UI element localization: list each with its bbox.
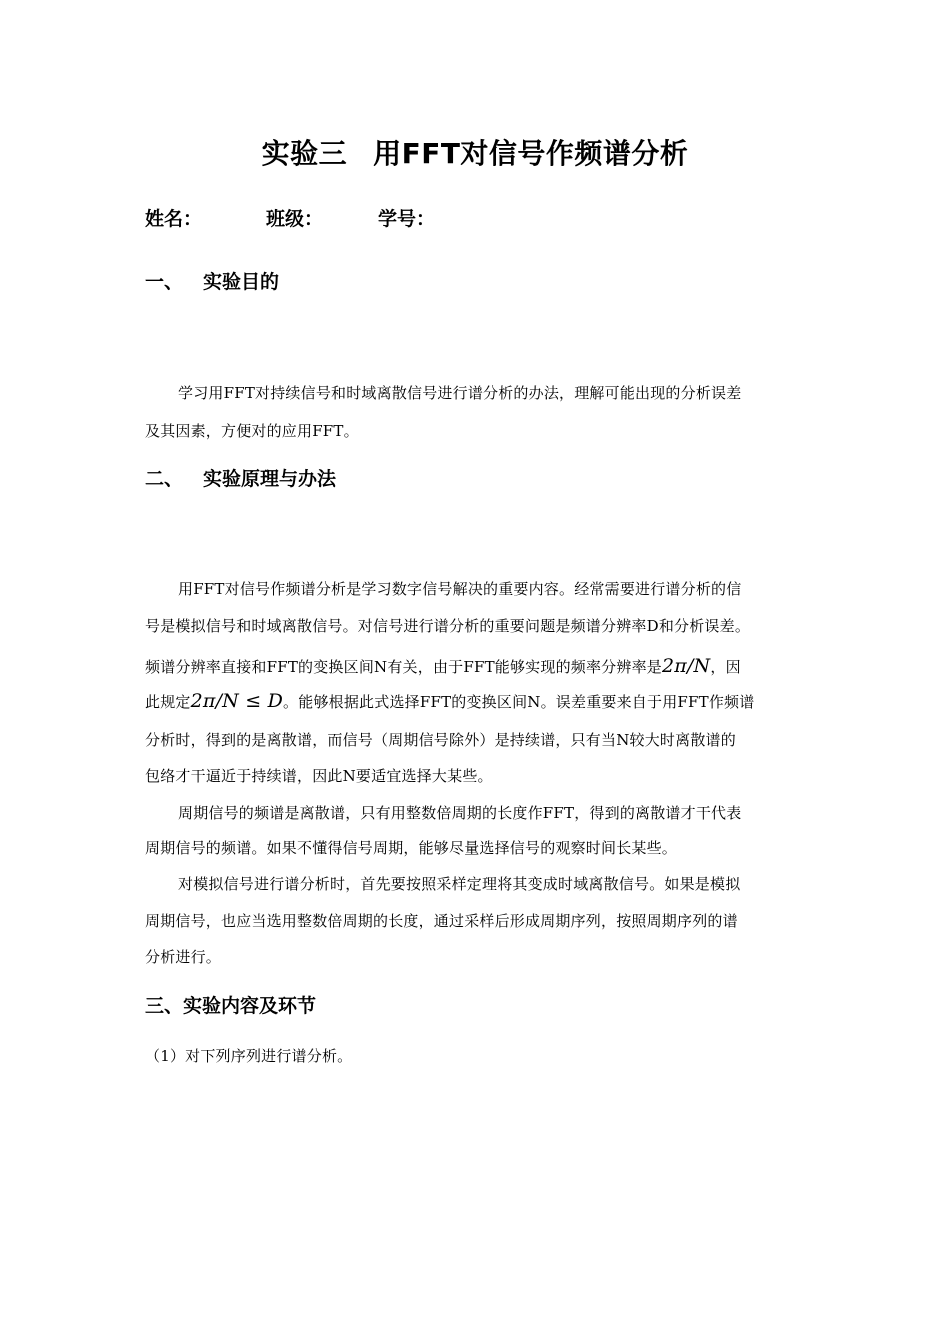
section-2-line-4-tail: 。能够根据此式选择FFT的变换区间N。误差重要来自于用FFT作频谱 bbox=[283, 693, 755, 711]
section-2-number: 二、 bbox=[145, 468, 184, 490]
section-2-line-3-text: 频谱分辨率直接和FFT的变换区间N有关，由于FFT能够实现的频率分辨率是 bbox=[145, 658, 662, 676]
formula-resolution: 2π/N bbox=[661, 655, 711, 677]
section-1-line-1: 学习用FFT对持续信号和时域离散信号进行谱分析的办法，理解可能出现的分析误差 bbox=[178, 384, 742, 402]
section-2-line-4-text: 此规定 bbox=[145, 693, 191, 711]
section-2-line-4 bbox=[145, 690, 754, 712]
section-1-title: 实验目的 bbox=[203, 271, 280, 293]
section-2-line-3-tail: ，因 bbox=[710, 658, 741, 676]
section-2-line-10: 周期信号，也应当选用整数倍周期的长度，通过采样后形成周期序列，按照周期序列的谱 bbox=[145, 912, 738, 930]
title-experiment-number: 实验三 bbox=[261, 137, 348, 170]
section-2-line-9: 对模拟信号进行谱分析时，首先要按照采样定理将其变成时域离散信号。如果是模拟 bbox=[178, 875, 741, 893]
section-2-heading bbox=[145, 464, 336, 491]
section-2-line-11: 分析进行。 bbox=[145, 948, 222, 966]
section-1-line-2: 及其因素，方便对的应用FFT。 bbox=[145, 422, 359, 440]
section-2-line-1: 用FFT对信号作频谱分析是学习数字信号解决的重要内容。经常需要进行谱分析的信 bbox=[178, 580, 742, 598]
section-2-line-7: 周期信号的频谱是离散谱，只有用整数倍周期的长度作FFT，得到的离散谱才干代表 bbox=[178, 804, 742, 822]
section-2-line-2: 号是模拟信号和时域离散信号。对信号进行谱分析的重要问题是频谱分辨率D和分析误差。 bbox=[145, 617, 751, 635]
section-2-line-6: 包络才干逼近于持续谱，因此N要适宜选择大某些。 bbox=[145, 767, 493, 785]
student-id-label: 学号： bbox=[378, 208, 436, 230]
title-text: 用FFT对信号作频谱分析 bbox=[373, 137, 689, 170]
section-3-line-1: （1）对下列序列进行谱分析。 bbox=[145, 1047, 353, 1065]
section-2-line-3 bbox=[145, 655, 741, 677]
section-1-heading bbox=[145, 267, 279, 294]
section-2-line-8: 周期信号的频谱。如果不懂得信号周期，能够尽量选择信号的观察时间长某些。 bbox=[145, 839, 678, 857]
section-2-line-5: 分析时，得到的是离散谱，而信号（周期信号除外）是持续谱，只有当N较大时离散谱的 bbox=[145, 731, 736, 749]
section-2-title: 实验原理与办法 bbox=[203, 468, 337, 490]
section-3-heading: 三、实验内容及环节 bbox=[145, 995, 317, 1017]
formula-requirement: 2π/N ≤ D bbox=[190, 690, 284, 712]
document-title bbox=[0, 132, 950, 172]
name-label: 姓名： bbox=[145, 208, 203, 230]
section-1-number: 一、 bbox=[145, 271, 184, 293]
class-label: 班级： bbox=[266, 208, 324, 230]
